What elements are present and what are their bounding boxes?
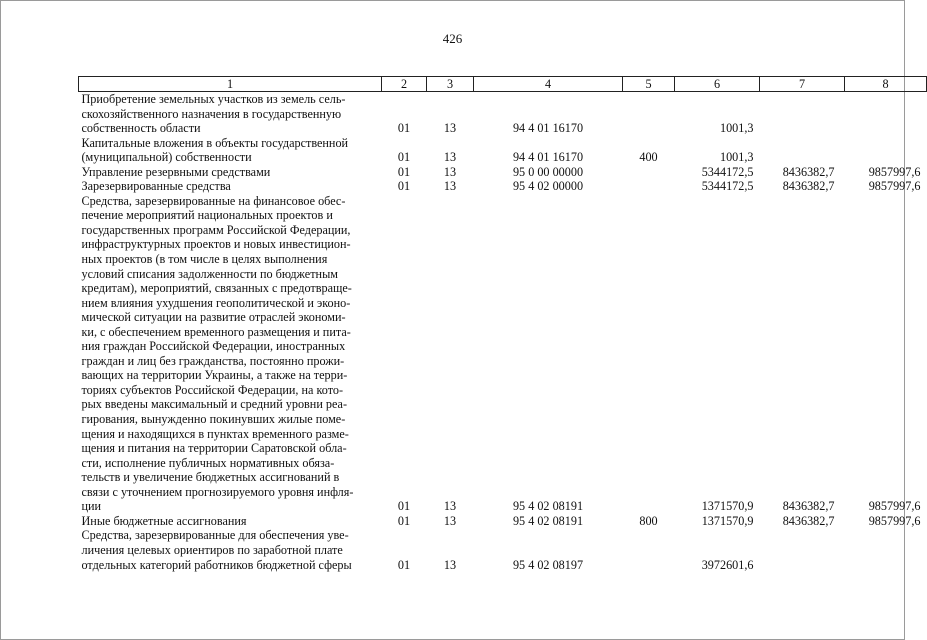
- section-code-cell: 01: [397, 121, 411, 136]
- budget-table: [78, 76, 927, 572]
- item-name-cell: [79, 92, 382, 136]
- amount-year1-cell: 1371570,9: [701, 513, 754, 528]
- amount-year1-cell: 3972601,6: [701, 557, 754, 572]
- amount-year3-cell: 9857997,6: [868, 164, 921, 179]
- page-number: 426: [442, 31, 463, 46]
- item-name-line: ния граждан Российской Федерации, иностранных: [81, 339, 346, 354]
- item-name-cell: [79, 136, 382, 165]
- header-cell-8: 8: [845, 77, 927, 92]
- table-row: [79, 528, 927, 572]
- amount-year3-cell: 9857997,6: [868, 179, 921, 194]
- item-name-line: кредитам), мероприятий, связанных с предотвраще-: [81, 281, 352, 296]
- section-code-cell: 01: [397, 150, 411, 165]
- header-cell-5: 5: [623, 77, 675, 92]
- item-name-cell: [79, 165, 382, 180]
- item-name-line: гирования, вынужденно покинувших жилые поме-: [81, 412, 346, 427]
- item-name-line: Приобретение земельных участков из земель сель-: [81, 92, 346, 106]
- expense-type-cell: [623, 92, 675, 136]
- section-code-cell: 01: [397, 499, 411, 514]
- table-body: [79, 92, 927, 573]
- item-name-line: вающих на территории Украины, а также на терри-: [81, 368, 348, 383]
- item-name-line: нием влияния ухудшения геополитической и эконо-: [81, 295, 351, 310]
- header-cell-1: 1: [79, 77, 382, 92]
- item-name-line: (муниципальной) собственности: [81, 150, 252, 165]
- amount-year3-cell: 9857997,6: [868, 513, 921, 528]
- item-name-line: Средства, зарезервированные для обеспечения уве-: [81, 528, 349, 543]
- subsection-code-cell: 13: [443, 179, 457, 194]
- expense-type-cell: [623, 179, 675, 194]
- expense-type-cell: [623, 528, 675, 572]
- item-name-line: граждан и лиц без гражданства, постоянно прожи-: [81, 353, 345, 368]
- amount-year2-cell: 8436382,7: [782, 499, 835, 514]
- table-row: [79, 92, 927, 136]
- item-name-line: отдельных категорий работников бюджетной сферы: [81, 557, 352, 572]
- item-name-line: связи с уточнением прогнозируемого уровня инфля-: [81, 484, 354, 499]
- subsection-code-cell: 13: [443, 164, 457, 179]
- section-code-cell: 01: [397, 513, 411, 528]
- item-name-line: ных проектов (в том числе в целях выполнения: [81, 252, 328, 267]
- header-cell-3: 3: [427, 77, 474, 92]
- amount-year1-cell: 5344172,5: [701, 179, 754, 194]
- item-name-line: Управление резервными средствами: [81, 164, 271, 179]
- item-name-line: мической ситуации на развитие отраслей экономи-: [81, 310, 346, 325]
- item-name-cell: [79, 179, 382, 194]
- target-article-cell: 95 4 02 08197: [512, 557, 584, 572]
- amount-year1-cell: 1371570,9: [701, 499, 754, 514]
- header-cell-2: 2: [382, 77, 427, 92]
- amount-year3-cell: [845, 136, 927, 165]
- table-row: [79, 165, 927, 180]
- expense-type-cell: [623, 194, 675, 514]
- item-name-line: тельств и увеличение бюджетных ассигнований в: [81, 470, 340, 485]
- item-name-line: государственных программ Российской Федерации,: [81, 222, 351, 237]
- amount-year2-cell: 8436382,7: [782, 164, 835, 179]
- table-row: [79, 136, 927, 165]
- section-code-cell: 01: [397, 179, 411, 194]
- amount-year2-cell: [760, 528, 845, 572]
- table-row: [79, 514, 927, 529]
- target-article-cell: 95 4 02 08191: [512, 499, 584, 514]
- subsection-code-cell: 13: [443, 121, 457, 136]
- target-article-cell: 95 0 00 00000: [512, 164, 584, 179]
- target-article-cell: 94 4 01 16170: [512, 121, 584, 136]
- item-name-cell: [79, 514, 382, 529]
- section-code-cell: 01: [397, 557, 411, 572]
- item-name-line: собственность области: [81, 121, 201, 136]
- item-name-line: условий списания задолженности по бюджетным: [81, 266, 338, 281]
- item-name-cell: [79, 194, 382, 514]
- item-name-line: печение мероприятий национальных проектов и: [81, 208, 333, 223]
- amount-year2-cell: 8436382,7: [782, 513, 835, 528]
- item-name-line: рых введены максимальный и средний уровни реа-: [81, 397, 348, 412]
- expense-type-cell: [623, 165, 675, 180]
- target-article-cell: 95 4 02 00000: [512, 179, 584, 194]
- item-name-line: щения и питания на территории Саратовской обла-: [81, 441, 347, 456]
- amount-year2-cell: 8436382,7: [782, 179, 835, 194]
- subsection-code-cell: 13: [443, 150, 457, 165]
- amount-year1-cell: 5344172,5: [701, 164, 754, 179]
- item-name-line: ториях субъектов Российской Федерации, на кото-: [81, 382, 344, 397]
- header-row: [79, 77, 927, 92]
- amount-year2-cell: [760, 136, 845, 165]
- item-name-line: щения и находящихся в пунктах временного разме-: [81, 426, 349, 441]
- table-row: [79, 194, 927, 514]
- target-article-cell: 94 4 01 16170: [512, 150, 584, 165]
- item-name-line: личения целевых ориентиров по заработной плате: [81, 542, 343, 557]
- section-code-cell: 01: [397, 164, 411, 179]
- amount-year1-cell: 1001,3: [719, 121, 754, 136]
- item-name-line: ки, с обеспечением временного размещения и пита-: [81, 324, 351, 339]
- expense-type-cell: 400: [639, 150, 658, 165]
- header-cell-6: 6: [675, 77, 760, 92]
- table-row: [79, 179, 927, 194]
- item-name-line: Капитальные вложения в объекты государственной: [81, 135, 349, 150]
- amount-year2-cell: [760, 92, 845, 136]
- item-name-line: скохозяйственного назначения в государственную: [81, 106, 342, 121]
- amount-year1-cell: 1001,3: [719, 150, 754, 165]
- item-name-line: инфраструктурных проектов и новых инвестицион-: [81, 237, 351, 252]
- item-name-cell: [79, 528, 382, 572]
- item-name-line: Иные бюджетные ассигнования: [81, 513, 247, 528]
- item-name-line: сти, исполнение публичных нормативных обяза-: [81, 455, 335, 470]
- subsection-code-cell: 13: [443, 557, 457, 572]
- target-article-cell: 95 4 02 08191: [512, 513, 584, 528]
- item-name-line: ции: [81, 499, 102, 514]
- item-name-line: Зарезервированные средства: [81, 179, 231, 194]
- amount-year3-cell: [845, 528, 927, 572]
- amount-year3-cell: 9857997,6: [868, 499, 921, 514]
- subsection-code-cell: 13: [443, 499, 457, 514]
- item-name-line: Средства, зарезервированные на финансовое обес-: [81, 193, 346, 208]
- subsection-code-cell: 13: [443, 513, 457, 528]
- expense-type-cell: 800: [639, 513, 658, 528]
- header-cell-4: 4: [474, 77, 623, 92]
- header-cell-7: 7: [760, 77, 845, 92]
- amount-year3-cell: [845, 92, 927, 136]
